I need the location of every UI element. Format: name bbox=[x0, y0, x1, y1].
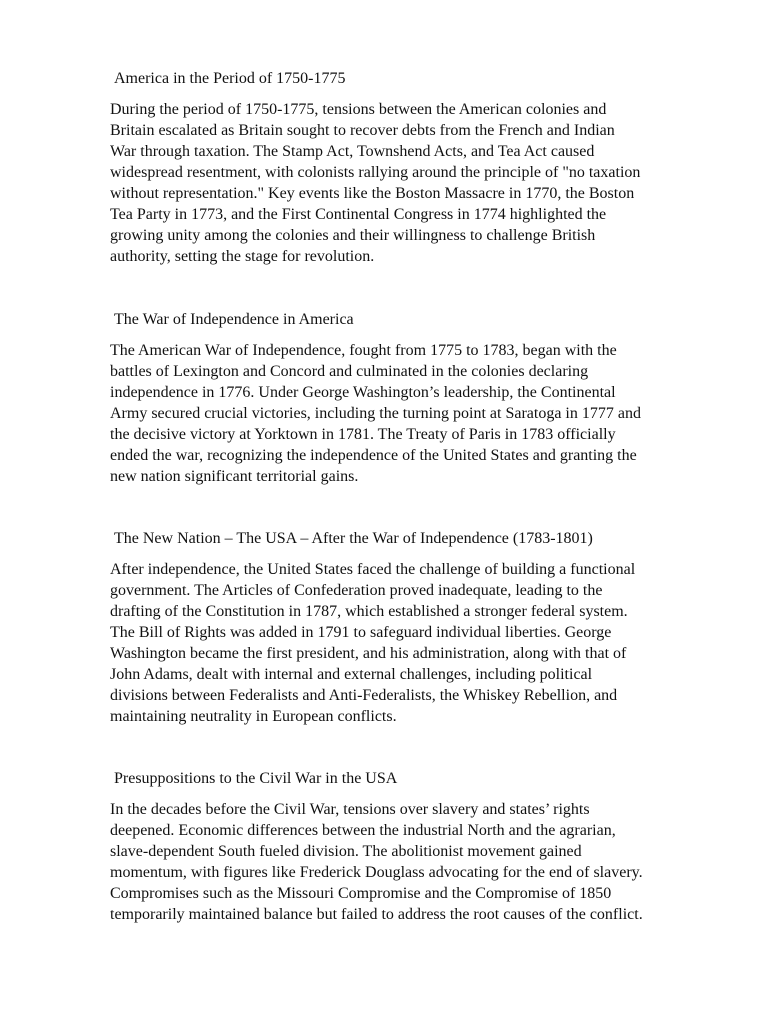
paragraph-line: the decisive victory at Yorktown in 1781. The Treaty of Paris in 1783 officially bbox=[110, 426, 616, 443]
paragraph-line: John Adams, dealt with internal and external challenges, including political bbox=[110, 666, 593, 683]
paragraph-line: divisions between Federalists and Anti-Federalists, the Whiskey Rebellion, and bbox=[110, 687, 618, 704]
section-heading: The New Nation – The USA – After the War of Independence (1783-1801) bbox=[114, 530, 593, 547]
section-war-of-independence bbox=[110, 310, 716, 487]
section-heading: Presuppositions to the Civil War in the USA bbox=[114, 770, 398, 787]
paragraph-line: During the period of 1750-1775, tensions between the American colonies and bbox=[110, 101, 607, 118]
paragraph-line: Tea Party in 1773, and the First Continental Congress in 1774 highlighted the bbox=[110, 206, 607, 223]
paragraph-line: In the decades before the Civil War, tensions over slavery and states’ rights bbox=[110, 801, 590, 818]
paragraph-line: drafting of the Constitution in 1787, which established a stronger federal system. bbox=[110, 603, 628, 620]
paragraph-line: new nation significant territorial gains. bbox=[110, 468, 359, 485]
section-heading: The War of Independence in America bbox=[114, 311, 354, 328]
paragraph-line: independence in 1776. Under George Washington’s leadership, the Continental bbox=[110, 384, 616, 401]
paragraph-line: Compromises such as the Missouri Compromise and the Compromise of 1850 bbox=[110, 885, 612, 902]
paragraph-line: without representation." Key events like the Boston Massacre in 1770, the Boston bbox=[110, 185, 635, 202]
paragraph-line: maintaining neutrality in European conflicts. bbox=[110, 708, 397, 725]
paragraph-line: Army secured crucial victories, including the turning point at Saratoga in 1777 and bbox=[110, 405, 641, 422]
paragraph-line: Washington became the first president, and his administration, along with that of bbox=[110, 645, 627, 662]
paragraph-line: growing unity among the colonies and their willingness to challenge British bbox=[110, 227, 596, 244]
paragraph-line: temporarily maintained balance but failed to address the root causes of the conflict. bbox=[110, 906, 643, 923]
paragraph-line: The American War of Independence, fought from 1775 to 1783, began with the bbox=[110, 342, 617, 359]
section-paragraph bbox=[110, 99, 716, 267]
paragraph-line: deepened. Economic differences between the industrial North and the agrarian, bbox=[110, 822, 616, 839]
section-paragraph bbox=[110, 340, 716, 487]
paragraph-line: slave-dependent South fueled division. The abolitionist movement gained bbox=[110, 843, 582, 860]
section-civil-war-presuppositions bbox=[110, 769, 716, 925]
paragraph-line: War through taxation. The Stamp Act, Townshend Acts, and Tea Act caused bbox=[110, 143, 595, 160]
section-new-nation bbox=[110, 529, 716, 727]
section-1750-1775 bbox=[110, 69, 716, 267]
paragraph-line: ended the war, recognizing the independence of the United States and granting the bbox=[110, 447, 637, 464]
paragraph-line: The Bill of Rights was added in 1791 to safeguard individual liberties. George bbox=[110, 624, 612, 641]
paragraph-line: authority, setting the stage for revolution. bbox=[110, 248, 375, 265]
section-paragraph bbox=[110, 799, 716, 925]
paragraph-line: widespread resentment, with colonists rallying around the principle of "no taxation bbox=[110, 164, 641, 181]
section-heading: America in the Period of 1750-1775 bbox=[114, 70, 346, 87]
paragraph-line: battles of Lexington and Concord and culminated in the colonies declaring bbox=[110, 363, 589, 380]
section-paragraph bbox=[110, 559, 716, 727]
paragraph-line: government. The Articles of Confederation proved inadequate, leading to the bbox=[110, 582, 603, 599]
paragraph-line: momentum, with figures like Frederick Douglass advocating for the end of slavery. bbox=[110, 864, 643, 881]
paragraph-line: After independence, the United States faced the challenge of building a functional bbox=[110, 561, 636, 578]
paragraph-line: Britain escalated as Britain sought to recover debts from the French and Indian bbox=[110, 122, 615, 139]
